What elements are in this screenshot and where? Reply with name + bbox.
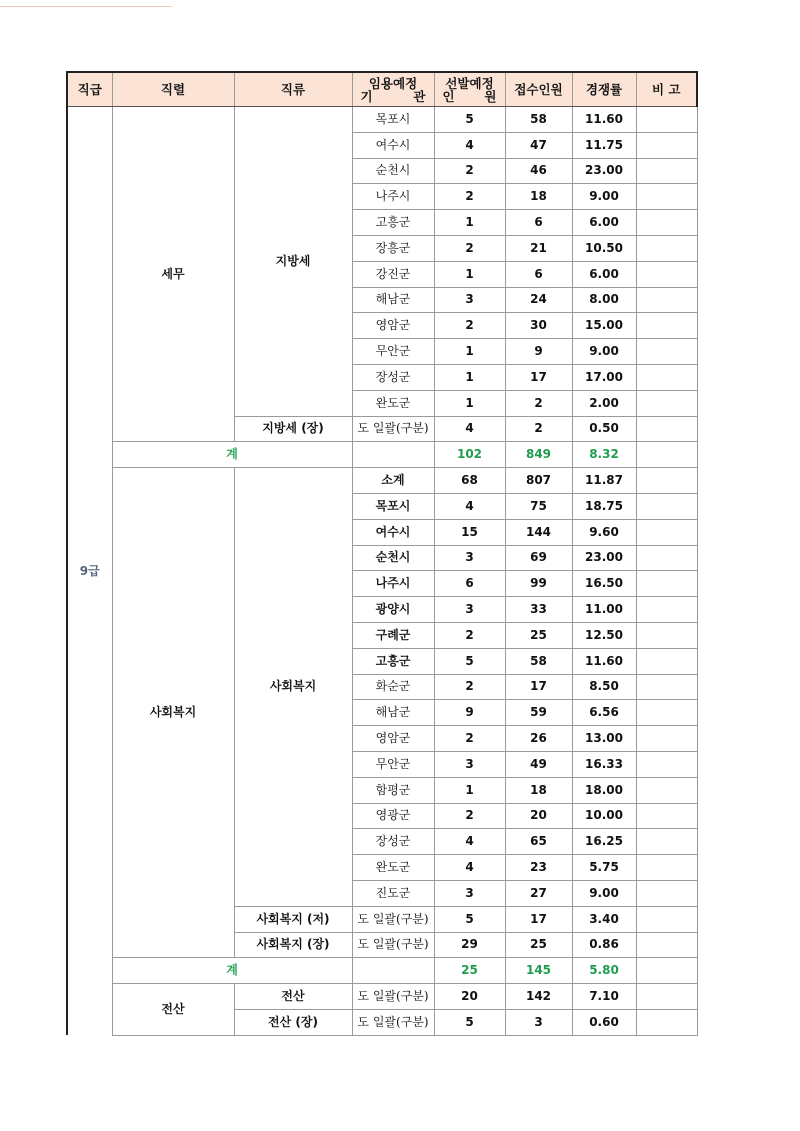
agency-cell: 도 일괄(구분) [352, 932, 434, 958]
ratio-cell: 3.40 [572, 906, 636, 932]
ratio-cell: 13.00 [572, 726, 636, 752]
ratio-cell: 9.00 [572, 339, 636, 365]
agency-cell: 완도군 [352, 855, 434, 881]
recruitment-table [66, 71, 698, 1036]
total-label-tax: 계 [112, 442, 352, 468]
applicants-cell: 807 [505, 468, 572, 494]
planned-cell: 6 [434, 571, 505, 597]
note-cell [636, 210, 697, 236]
applicants-cell: 24 [505, 287, 572, 313]
header-series: 직렬 [112, 72, 234, 107]
agency-cell: 해남군 [352, 700, 434, 726]
agency-cell: 영광군 [352, 803, 434, 829]
ratio-cell: 12.50 [572, 622, 636, 648]
agency-cell: 강진군 [352, 261, 434, 287]
applicants-cell: 49 [505, 751, 572, 777]
planned-cell: 1 [434, 390, 505, 416]
planned-cell: 2 [434, 313, 505, 339]
ratio-cell: 0.50 [572, 416, 636, 442]
agency-cell: 영암군 [352, 726, 434, 752]
category-cell-tax-disabled: 지방세 (장) [234, 416, 352, 442]
applicants-cell: 25 [505, 932, 572, 958]
applicants-cell: 58 [505, 648, 572, 674]
note-cell [636, 906, 697, 932]
planned-cell: 2 [434, 622, 505, 648]
note-cell [636, 364, 697, 390]
applicants-cell: 99 [505, 571, 572, 597]
ratio-cell: 16.33 [572, 751, 636, 777]
agency-cell: 도 일괄(구분) [352, 906, 434, 932]
header-note: 비 고 [636, 72, 697, 107]
note-cell [636, 751, 697, 777]
agency-cell: 목포시 [352, 107, 434, 133]
planned-cell: 5 [434, 1009, 505, 1035]
note-cell [636, 700, 697, 726]
category-cell-computing: 전산 [234, 984, 352, 1010]
agency-cell: 여수시 [352, 519, 434, 545]
planned-cell: 1 [434, 261, 505, 287]
header-agency-line2: 기 관 [360, 88, 426, 104]
ratio-cell: 0.60 [572, 1009, 636, 1035]
ratio-cell: 18.75 [572, 493, 636, 519]
agency-cell: 장성군 [352, 829, 434, 855]
planned-cell: 5 [434, 648, 505, 674]
header-planned-line2: 인 원 [442, 88, 497, 104]
note-cell [636, 984, 697, 1010]
ratio-cell: 11.60 [572, 107, 636, 133]
agency-cell: 광양시 [352, 597, 434, 623]
note-cell [636, 442, 697, 468]
ratio-cell: 9.00 [572, 184, 636, 210]
agency-cell: 구례군 [352, 622, 434, 648]
category-cell-tax: 지방세 [234, 107, 352, 417]
note-cell [636, 416, 697, 442]
ratio-cell: 8.00 [572, 287, 636, 313]
header-agency [352, 72, 434, 107]
note-cell [636, 777, 697, 803]
agency-cell: 화순군 [352, 674, 434, 700]
agency-cell: 진도군 [352, 880, 434, 906]
applicants-cell: 2 [505, 390, 572, 416]
agency-cell: 해남군 [352, 287, 434, 313]
planned-cell: 2 [434, 803, 505, 829]
agency-cell: 나주시 [352, 571, 434, 597]
applicants-cell: 18 [505, 184, 572, 210]
applicants-cell: 18 [505, 777, 572, 803]
ratio-cell: 23.00 [572, 158, 636, 184]
ratio-cell: 10.00 [572, 803, 636, 829]
header-row [67, 72, 697, 107]
ratio-cell: 15.00 [572, 313, 636, 339]
series-cell-welfare: 사회복지 [112, 468, 234, 958]
planned-cell: 4 [434, 493, 505, 519]
planned-cell: 3 [434, 545, 505, 571]
applicants-cell: 58 [505, 107, 572, 133]
applicants-cell: 33 [505, 597, 572, 623]
note-cell [636, 390, 697, 416]
category-cell-welfare-disabled: 사회복지 (장) [234, 932, 352, 958]
ratio-cell: 9.00 [572, 880, 636, 906]
note-cell [636, 313, 697, 339]
planned-cell: 4 [434, 855, 505, 881]
planned-cell: 1 [434, 210, 505, 236]
header-ratio: 경쟁률 [572, 72, 636, 107]
ratio-cell: 7.10 [572, 984, 636, 1010]
applicants-cell: 2 [505, 416, 572, 442]
applicants-cell: 65 [505, 829, 572, 855]
header-planned [434, 72, 505, 107]
note-cell [636, 468, 697, 494]
planned-cell: 1 [434, 777, 505, 803]
note-cell [636, 261, 697, 287]
note-cell [636, 287, 697, 313]
ratio-cell: 5.75 [572, 855, 636, 881]
agency-cell: 소계 [352, 468, 434, 494]
total-agency-empty [352, 958, 434, 984]
ratio-cell: 10.50 [572, 235, 636, 261]
ratio-cell: 16.25 [572, 829, 636, 855]
ratio-cell: 0.86 [572, 932, 636, 958]
series-cell-computing: 전산 [112, 984, 234, 1036]
note-cell [636, 958, 697, 984]
note-cell [636, 597, 697, 623]
note-cell [636, 235, 697, 261]
note-cell [636, 519, 697, 545]
planned-cell: 4 [434, 829, 505, 855]
table-row [67, 468, 697, 494]
planned-cell: 2 [434, 726, 505, 752]
ratio-cell: 11.75 [572, 132, 636, 158]
total-label-welfare: 계 [112, 958, 352, 984]
note-cell [636, 674, 697, 700]
note-cell [636, 107, 697, 133]
note-cell [636, 726, 697, 752]
top-rule [0, 6, 172, 7]
header-grade: 직급 [67, 72, 112, 107]
applicants-cell: 23 [505, 855, 572, 881]
ratio-cell: 9.60 [572, 519, 636, 545]
note-cell [636, 803, 697, 829]
applicants-cell: 17 [505, 674, 572, 700]
note-cell [636, 132, 697, 158]
note-cell [636, 571, 697, 597]
agency-cell: 도 일괄(구분) [352, 1009, 434, 1035]
planned-cell: 2 [434, 184, 505, 210]
ratio-cell: 16.50 [572, 571, 636, 597]
category-cell-computing: 전산 (장) [234, 1009, 352, 1035]
ratio-cell: 8.50 [572, 674, 636, 700]
planned-cell: 29 [434, 932, 505, 958]
planned-cell: 1 [434, 339, 505, 365]
note-cell [636, 932, 697, 958]
total-agency-empty [352, 442, 434, 468]
planned-cell: 4 [434, 416, 505, 442]
agency-cell: 함평군 [352, 777, 434, 803]
agency-cell: 순천시 [352, 545, 434, 571]
table-body [67, 107, 697, 1036]
applicants-cell: 142 [505, 984, 572, 1010]
agency-cell: 고흥군 [352, 648, 434, 674]
ratio-cell: 11.60 [572, 648, 636, 674]
note-cell [636, 1009, 697, 1035]
note-cell [636, 648, 697, 674]
agency-cell: 여수시 [352, 132, 434, 158]
planned-cell: 2 [434, 674, 505, 700]
applicants-cell: 21 [505, 235, 572, 261]
applicants-cell: 69 [505, 545, 572, 571]
table-row [67, 958, 697, 984]
planned-cell: 4 [434, 132, 505, 158]
applicants-cell: 144 [505, 519, 572, 545]
agency-cell: 무안군 [352, 339, 434, 365]
planned-cell: 15 [434, 519, 505, 545]
applicants-cell: 20 [505, 803, 572, 829]
ratio-cell: 23.00 [572, 545, 636, 571]
ratio-cell: 2.00 [572, 390, 636, 416]
ratio-cell: 18.00 [572, 777, 636, 803]
agency-cell: 장성군 [352, 364, 434, 390]
ratio-cell: 17.00 [572, 364, 636, 390]
note-cell [636, 184, 697, 210]
applicants-cell: 25 [505, 622, 572, 648]
planned-cell: 3 [434, 751, 505, 777]
agency-cell: 도 일괄(구분) [352, 416, 434, 442]
agency-cell: 완도군 [352, 390, 434, 416]
ratio-cell: 6.00 [572, 210, 636, 236]
applicants-cell: 47 [505, 132, 572, 158]
header-agency-line1: 임용예정 [368, 75, 418, 91]
applicants-cell: 3 [505, 1009, 572, 1035]
note-cell [636, 339, 697, 365]
planned-cell: 9 [434, 700, 505, 726]
total-planned-welfare: 25 [434, 958, 505, 984]
total-applicants-tax: 849 [505, 442, 572, 468]
ratio-cell: 6.00 [572, 261, 636, 287]
total-applicants-welfare: 145 [505, 958, 572, 984]
planned-cell: 5 [434, 107, 505, 133]
applicants-cell: 17 [505, 906, 572, 932]
agency-cell: 순천시 [352, 158, 434, 184]
total-planned-tax: 102 [434, 442, 505, 468]
planned-cell: 1 [434, 364, 505, 390]
planned-cell: 5 [434, 906, 505, 932]
table-row [67, 107, 697, 133]
header-applicants: 접수인원 [505, 72, 572, 107]
category-cell-welfare: 사회복지 [234, 468, 352, 907]
header-planned-line1: 선발예정 [445, 75, 494, 91]
series-cell-tax: 세무 [112, 107, 234, 442]
applicants-cell: 27 [505, 880, 572, 906]
ratio-cell: 11.87 [572, 468, 636, 494]
note-cell [636, 622, 697, 648]
applicants-cell: 6 [505, 210, 572, 236]
note-cell [636, 880, 697, 906]
applicants-cell: 46 [505, 158, 572, 184]
agency-cell: 도 일괄(구분) [352, 984, 434, 1010]
total-ratio-tax: 8.32 [572, 442, 636, 468]
ratio-cell: 11.00 [572, 597, 636, 623]
applicants-cell: 26 [505, 726, 572, 752]
applicants-cell: 6 [505, 261, 572, 287]
table-row [67, 442, 697, 468]
agency-cell: 목포시 [352, 493, 434, 519]
applicants-cell: 59 [505, 700, 572, 726]
agency-cell: 장흥군 [352, 235, 434, 261]
planned-cell: 3 [434, 597, 505, 623]
note-cell [636, 855, 697, 881]
planned-cell: 68 [434, 468, 505, 494]
planned-cell: 3 [434, 287, 505, 313]
ratio-cell: 6.56 [572, 700, 636, 726]
applicants-cell: 17 [505, 364, 572, 390]
agency-cell: 영암군 [352, 313, 434, 339]
note-cell [636, 493, 697, 519]
planned-cell: 20 [434, 984, 505, 1010]
table-row [67, 984, 697, 1010]
applicants-cell: 9 [505, 339, 572, 365]
agency-cell: 고흥군 [352, 210, 434, 236]
planned-cell: 2 [434, 235, 505, 261]
note-cell [636, 158, 697, 184]
grade-cell: 9급 [67, 107, 112, 1036]
applicants-cell: 30 [505, 313, 572, 339]
agency-cell: 무안군 [352, 751, 434, 777]
category-cell-welfare-low_income: 사회복지 (저) [234, 906, 352, 932]
agency-cell: 나주시 [352, 184, 434, 210]
planned-cell: 2 [434, 158, 505, 184]
note-cell [636, 829, 697, 855]
note-cell [636, 545, 697, 571]
total-ratio-welfare: 5.80 [572, 958, 636, 984]
applicants-cell: 75 [505, 493, 572, 519]
header-category: 직류 [234, 72, 352, 107]
planned-cell: 3 [434, 880, 505, 906]
